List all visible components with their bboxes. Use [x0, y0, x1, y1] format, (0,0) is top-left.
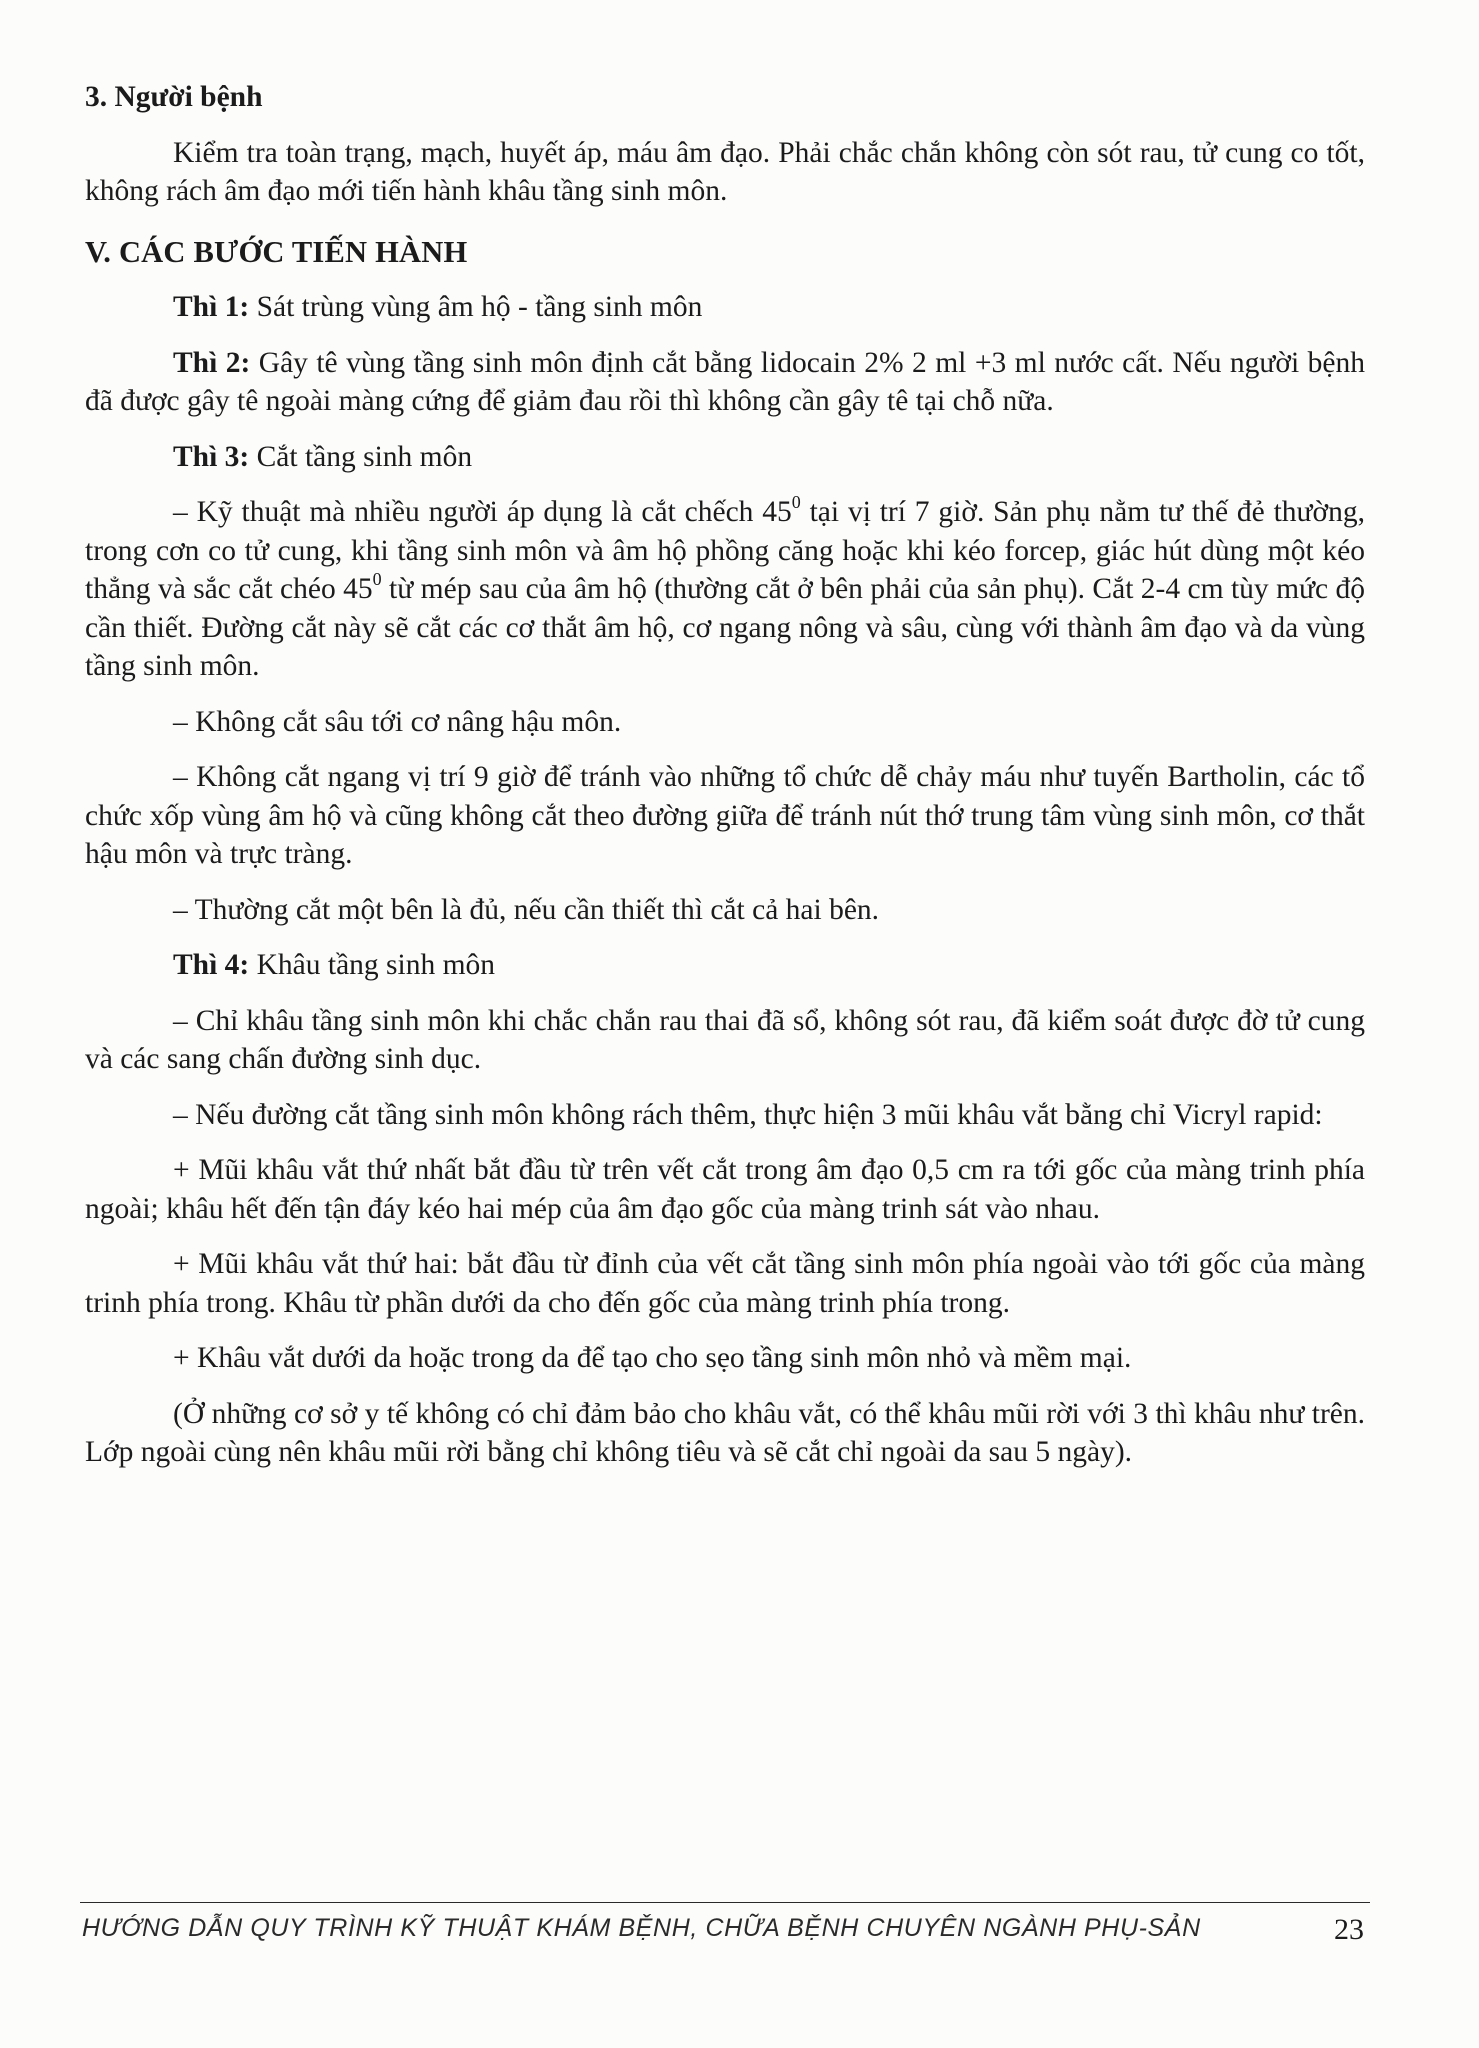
step-text: Cắt tầng sinh môn — [249, 440, 473, 473]
step3-item: – Không cắt sâu tới cơ nâng hậu môn. — [173, 705, 622, 738]
suture-item: + Mũi khâu vắt thứ hai: bắt đầu từ đỉnh của vết cắt tầng sinh môn phía ngoài vào tới gốc của màng trinh phía trong. Khâu từ phần dưới da cho đến gốc của màng trinh phía trong. — [85, 1248, 1365, 1319]
step-text: Gây tê vùng tầng sinh môn định cắt bằng lidocain 2% 2 ml +3 ml nước cất. Nếu người bệnh đã được gây tê ngoài màng cứng để giảm đau rồi thì không cần gây tê tại chỗ nữa. — [85, 346, 1365, 417]
technique-text-part3: từ mép sau của âm hộ (thường cắt ở bên phải của sản phụ). Cắt 2-4 cm tùy mức độ cần thiết. Đường cắt này sẽ cắt các cơ thắt âm hộ, cơ ngang nông và sâu, cùng với thành âm đạo và da vùng tầng sinh môn. — [85, 573, 1366, 682]
step-label: Thì 4: — [173, 949, 250, 981]
footer-title: HƯỚNG DẪN QUY TRÌNH KỸ THUẬT KHÁM BỆNH, CHỮA BỆNH CHUYÊN NGÀNH PHỤ-SẢN — [82, 1914, 1201, 1942]
step-4 — [85, 946, 1365, 985]
step4-item: – Chỉ khâu tầng sinh môn khi chắc chắn rau thai đã sổ, không sót rau, đã kiểm soát được đờ tử cung và các sang chấn đường sinh dục. — [85, 1004, 1365, 1075]
heading-patient: 3. Người bệnh — [85, 81, 263, 113]
note-paragraph: (Ở những cơ sở y tế không có chỉ đảm bảo cho khâu vắt, có thể khâu mũi rời với 3 thì khâu như trên. Lớp ngoài cùng nên khâu mũi rời bằng chỉ không tiêu và sẽ cắt chỉ ngoài da sau 5 ngày). — [85, 1397, 1365, 1468]
section-title: V. CÁC BƯỚC TIẾN HÀNH — [85, 234, 468, 269]
patient-paragraph: Kiểm tra toàn trạng, mạch, huyết áp, máu âm đạo. Phải chắc chắn không còn sót rau, tử cung co tốt, không rách âm đạo mới tiến hành khâu tầng sinh môn. — [85, 136, 1365, 207]
degree-superscript: 0 — [372, 569, 382, 590]
step-label: Thì 2: — [173, 346, 251, 379]
step-label: Thì 3: — [173, 440, 250, 473]
suture-item: + Mũi khâu vắt thứ nhất bắt đầu từ trên vết cắt trong âm đạo 0,5 cm ra tới gốc của màng trinh phía ngoài; khâu hết đến tận đáy kéo hai mép của âm đạo gốc của màng trinh sát vào nhau. — [85, 1154, 1365, 1225]
step-label: Thì 1: — [173, 291, 250, 323]
technique-text-part2: tại vị trí 7 giờ. Sản phụ nằm tư thế đẻ thường, trong cơn co tử cung, khi tầng sinh môn và âm hộ phồng căng hoặc khi kéo forcep, giác hút dùng một kéo thẳng và sắc cắt chéo 45 — [85, 496, 1366, 605]
step3-item-technique — [85, 493, 1365, 686]
step4-item: – Nếu đường cắt tầng sinh môn không rách thêm, thực hiện 3 mũi khâu vắt bằng chỉ Vicryl rapid: — [173, 1098, 1323, 1131]
step-text: Khâu tầng sinh môn — [249, 949, 496, 981]
step-2 — [85, 344, 1365, 421]
page-number: 23 — [1334, 1913, 1364, 1946]
step-1 — [85, 288, 1365, 327]
step-3 — [85, 438, 1365, 477]
technique-text-part1: – Kỹ thuật mà nhiều người áp dụng là cắt chếch 45 — [173, 496, 792, 528]
degree-superscript: 0 — [791, 492, 801, 513]
page-content — [85, 78, 1365, 1489]
footer-divider — [80, 1902, 1370, 1903]
step-text: Sát trùng vùng âm hộ - tầng sinh môn — [249, 291, 703, 323]
step3-item: – Thường cắt một bên là đủ, nếu cần thiết thì cắt cả hai bên. — [173, 893, 880, 926]
suture-item: + Khâu vắt dưới da hoặc trong da để tạo cho sẹo tầng sinh môn nhỏ và mềm mại. — [173, 1342, 1132, 1374]
step3-item: – Không cắt ngang vị trí 9 giờ để tránh vào những tổ chức dễ chảy máu như tuyến Bartholin, các tổ chức xốp vùng âm hộ và cũng không cắt theo đường giữa để tránh nút thớ trung tâm vùng sinh môn, cơ thắt hậu môn và trực tràng. — [85, 761, 1365, 870]
